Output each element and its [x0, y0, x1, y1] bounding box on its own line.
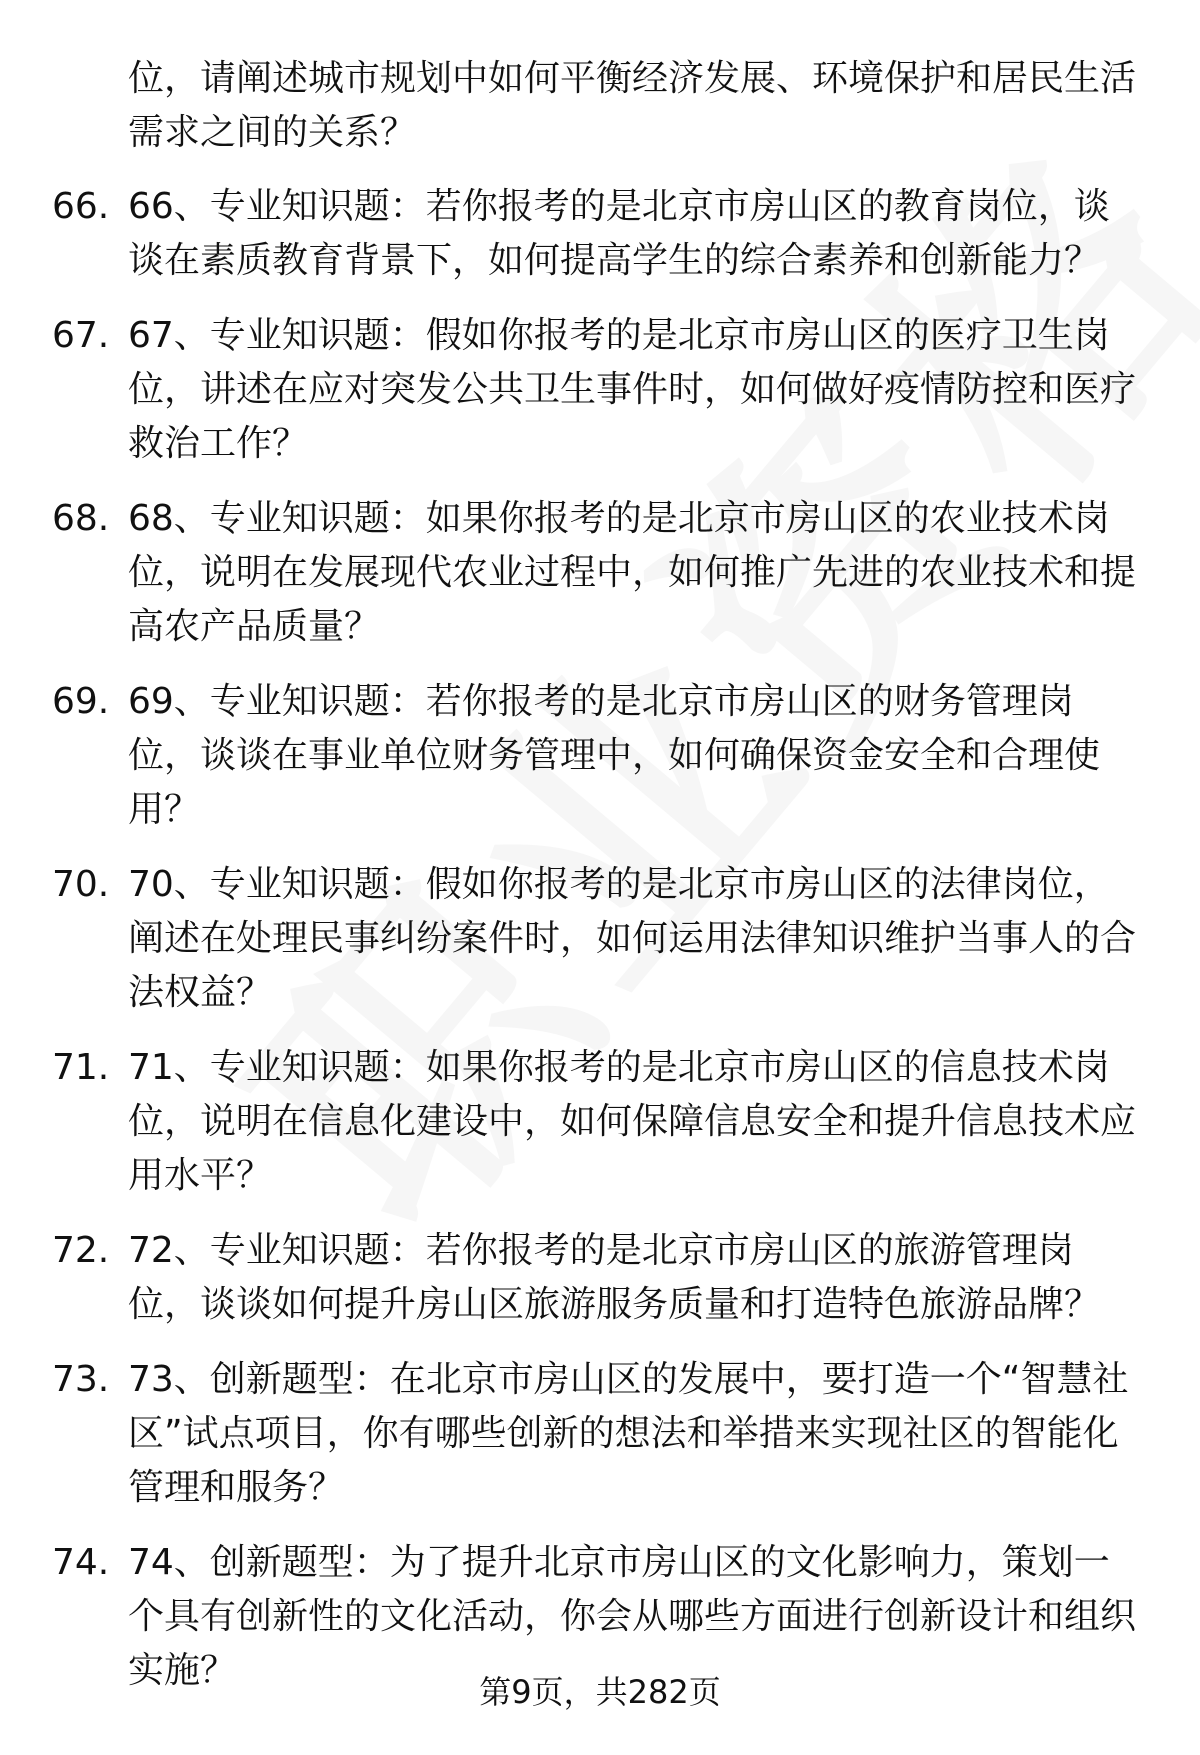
question-item — [0, 675, 1200, 837]
question-number: 72. — [52, 1230, 110, 1271]
question-item — [0, 858, 1200, 1020]
question-item — [0, 492, 1200, 654]
question-text: 68、专业知识题：如果你报考的是北京市房山区的农业技术岗位，说明在发展现代农业过程中，如何推广先进的农业技术和提高农产品质量？ — [128, 498, 1137, 647]
page-footer: 第9页，共282页 — [479, 1673, 721, 1711]
question-number: 68. — [52, 498, 110, 539]
question-text: 69、专业知识题：若你报考的是北京市房山区的财务管理岗位，谈谈在事业单位财务管理中，如何确保资金安全和合理使用？ — [128, 681, 1101, 830]
question-text: 66、专业知识题：若你报考的是北京市房山区的教育岗位，谈谈在素质教育背景下，如何提高学生的综合素养和创新能力？ — [128, 186, 1110, 281]
question-item — [0, 1353, 1200, 1515]
question-number: 70. — [52, 864, 110, 905]
question-text: 74、创新题型：为了提升北京市房山区的文化影响力，策划一个具有创新性的文化活动，你会从哪些方面进行创新设计和组织实施？ — [128, 1542, 1137, 1691]
question-text: 67、专业知识题：假如你报考的是北京市房山区的医疗卫生岗位，讲述在应对突发公共卫生事件时，如何做好疫情防控和医疗救治工作？ — [128, 315, 1137, 464]
question-item — [0, 1041, 1200, 1203]
question-text: 72、专业知识题：若你报考的是北京市房山区的旅游管理岗位，谈谈如何提升房山区旅游服务质量和打造特色旅游品牌？ — [128, 1230, 1101, 1325]
question-number: 66. — [52, 186, 110, 227]
question-list — [0, 180, 1200, 1719]
question-number: 71. — [52, 1047, 110, 1088]
question-number: 69. — [52, 681, 110, 722]
question-item — [0, 1224, 1200, 1332]
question-number: 67. — [52, 315, 110, 356]
question-text: 70、专业知识题：假如你报考的是北京市房山区的法律岗位，阐述在处理民事纠纷案件时，如何运用法律知识维护当事人的合法权益？ — [128, 864, 1137, 1013]
question-text: 73、创新题型：在北京市房山区的发展中，要打造一个“智慧社区”试点项目，你有哪些创新的想法和举措来实现社区的智能化管理和服务？ — [128, 1359, 1129, 1508]
question-text: 71、专业知识题：如果你报考的是北京市房山区的信息技术岗位，说明在信息化建设中，如何保障信息安全和提升信息技术应用水平？ — [128, 1047, 1137, 1196]
question-number: 74. — [52, 1542, 110, 1583]
continued-question-text: 位，请阐述城市规划中如何平衡经济发展、环境保护和居民生活需求之间的关系？ — [128, 58, 1137, 153]
question-number: 73. — [52, 1359, 110, 1400]
question-item — [0, 309, 1200, 471]
question-item — [0, 180, 1200, 288]
